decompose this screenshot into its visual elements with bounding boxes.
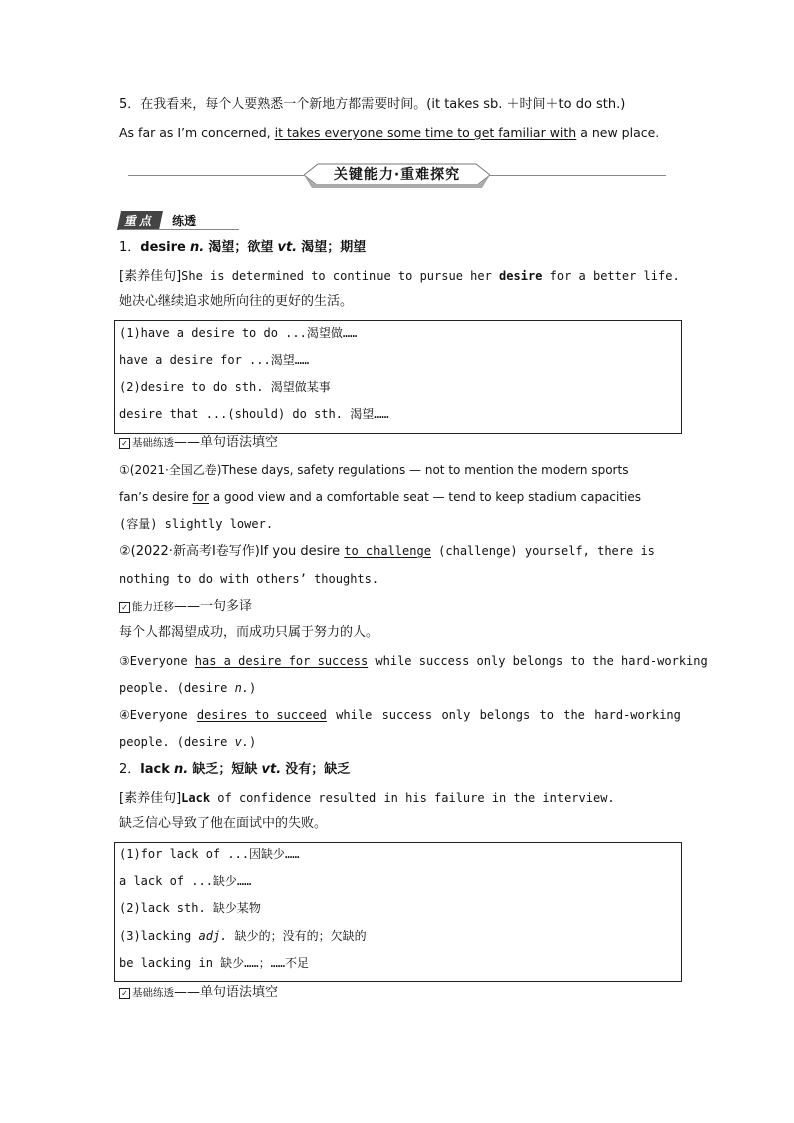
- t4-word: while: [336, 708, 373, 722]
- exercise2-title: ——一句多译: [174, 599, 253, 614]
- t4-word: only: [441, 708, 471, 722]
- q1-line-2: [119, 489, 681, 505]
- t3-line-2-text: people. (desire: [119, 681, 235, 695]
- section-banner: [128, 160, 666, 190]
- t3-line-2: [119, 680, 681, 696]
- item1-example-suffix: for a better life.: [542, 269, 680, 283]
- t4-answer: desires to succeed: [196, 708, 327, 722]
- q2-suffix: (challenge) yourself, there is: [430, 544, 655, 558]
- t4-prefix: ④Everyone: [119, 708, 188, 722]
- t3-prefix: ③Everyone: [119, 654, 195, 668]
- t3-pos: n.: [234, 681, 250, 695]
- badge-underline: [119, 229, 239, 230]
- item2-usage-line-3: (2)lack sth. 缺少某物: [119, 901, 261, 915]
- item1-def2: 渴望；期望: [301, 240, 367, 255]
- checkbox-icon: ✓: [119, 438, 130, 449]
- q2-line-2: nothing to do with others’ thoughts.: [119, 572, 380, 586]
- item2-example-chinese: 缺乏信心导致了他在面试中的失败。: [119, 816, 328, 831]
- item1-word: desire: [140, 240, 186, 255]
- q5-english-prefix: As far as I’m concerned,: [119, 125, 271, 140]
- item2-usage-line-1: (1)for lack of ...因缺少……: [119, 847, 300, 861]
- q5-english: [119, 125, 681, 141]
- item2-example-suffix: of confidence resulted in his failure in the interview.: [210, 791, 615, 805]
- item1-pos1: n.: [189, 240, 205, 255]
- item1-exercise1-heading: [119, 434, 681, 451]
- item1-def1: 渴望；欲望: [208, 240, 274, 255]
- item2-usage-4-suffix: 缺少的；没有的；欠缺的: [227, 929, 367, 943]
- item2-word: lack: [140, 762, 170, 777]
- item2-pos2: vt.: [261, 762, 282, 777]
- exercise1-title: ——单句语法填空: [174, 435, 279, 450]
- q1-line-1: ①(2021·全国乙卷)These days, safety regulations — not to mention the modern sports: [119, 463, 629, 477]
- translation-prompt: 每个人都渴望成功，而成功只属于努力的人。: [119, 625, 380, 640]
- t4-pos: v.: [234, 735, 250, 749]
- item2-exercise1-heading: [119, 984, 681, 1001]
- item2-usage-line-4: [119, 928, 681, 944]
- item2-number: 2．: [119, 762, 141, 777]
- item2-def1: 缺乏；短缺: [192, 762, 258, 777]
- t3-line-1: [119, 653, 708, 669]
- t4-line-1: [119, 707, 681, 723]
- section-banner-title: 关键能力·重难探究: [333, 167, 461, 183]
- item1-example-keyword: desire: [499, 269, 543, 283]
- item2-def2: 没有；缺乏: [285, 762, 351, 777]
- checkbox-icon: ✓: [119, 602, 130, 613]
- item1-example: [119, 268, 681, 285]
- item2-pos1: n.: [174, 762, 189, 777]
- q1-answer: for: [192, 490, 210, 504]
- item1-usage-line-4: desire that ...(should) do sth. 渴望……: [119, 407, 389, 421]
- q5-english-suffix: a new place.: [580, 125, 660, 140]
- item1-usage-line-2: have a desire for ...渴望……: [119, 353, 310, 367]
- item1-example-label: [素养佳句]: [119, 269, 182, 284]
- exercise1-label: 基础练透: [132, 437, 174, 449]
- q1-line-2-suffix: a good view and a comfortable seat — tend to keep stadium capacities: [209, 490, 642, 504]
- banner-rule-left: [128, 175, 304, 176]
- focus-badge-tag: 重点: [117, 211, 163, 230]
- item1-exercise2-heading: [119, 598, 681, 615]
- item2-usage-4-prefix: (3)lacking: [119, 929, 199, 943]
- focus-badge-label: 练透: [172, 214, 197, 228]
- banner-rule-right: [490, 175, 666, 176]
- t4-word: the: [563, 708, 585, 722]
- checkbox-icon: ✓: [119, 988, 130, 999]
- item2-heading: [119, 762, 681, 778]
- item1-pos2: vt.: [277, 240, 298, 255]
- exercise2-label: 能力迁移: [132, 601, 174, 613]
- q2-answer: to challenge: [344, 544, 431, 558]
- item2-example: [119, 790, 681, 807]
- q2-line-1: [119, 543, 681, 560]
- t4-word: to: [539, 708, 554, 722]
- item1-usage-line-3: (2)desire to do sth. 渴望做某事: [119, 380, 331, 394]
- item1-heading: [119, 240, 681, 256]
- t3-line-2-end: ): [249, 681, 257, 695]
- t4-line-2: [119, 734, 681, 750]
- t4-word: hard-working: [594, 708, 681, 722]
- item2-example-label: [素养佳句]: [119, 791, 182, 806]
- q1-line-2-prefix: fan’s desire: [119, 490, 193, 504]
- q2-prefix: ②(2022·新高考Ⅰ卷写作)If you desire: [119, 544, 345, 559]
- t3-suffix: while success only belongs to the hard-working: [368, 654, 708, 668]
- q5-chinese-text: 5．在我看来，每个人要熟悉一个新地方都需要时间。: [119, 97, 427, 112]
- item1-example-prefix: She is determined to continue to pursue her: [181, 269, 500, 283]
- focus-badge: [119, 210, 196, 230]
- t4-word: success: [381, 708, 433, 722]
- t3-answer: has a desire for success: [194, 654, 369, 668]
- exercise1-label: 基础练透: [132, 987, 174, 999]
- item2-usage-line-5: be lacking in 缺少……；……不足: [119, 956, 310, 970]
- t4-word: belongs: [479, 708, 531, 722]
- q1-line-3: (容量) slightly lower.: [119, 517, 274, 531]
- t4-line-2-end: ): [249, 735, 257, 749]
- item2-usage-4-pos: adj.: [198, 929, 228, 943]
- t4-line-2-text: people. (desire: [119, 735, 235, 749]
- item1-usage-line-1: (1)have a desire to do ...渴望做……: [119, 326, 358, 340]
- q5-chinese: [119, 97, 681, 113]
- exercise1-title: ——单句语法填空: [174, 985, 279, 1000]
- q5-answer: it takes everyone some time to get familiar with: [274, 125, 577, 140]
- q5-hint: (it takes sb. ＋时间＋to do sth.): [426, 97, 626, 112]
- item1-example-chinese: 她决心继续追求她所向往的更好的生活。: [119, 294, 354, 309]
- item2-example-keyword: Lack: [181, 791, 211, 805]
- item2-usage-line-2: a lack of ...缺少……: [119, 874, 252, 888]
- item1-number: 1．: [119, 240, 141, 255]
